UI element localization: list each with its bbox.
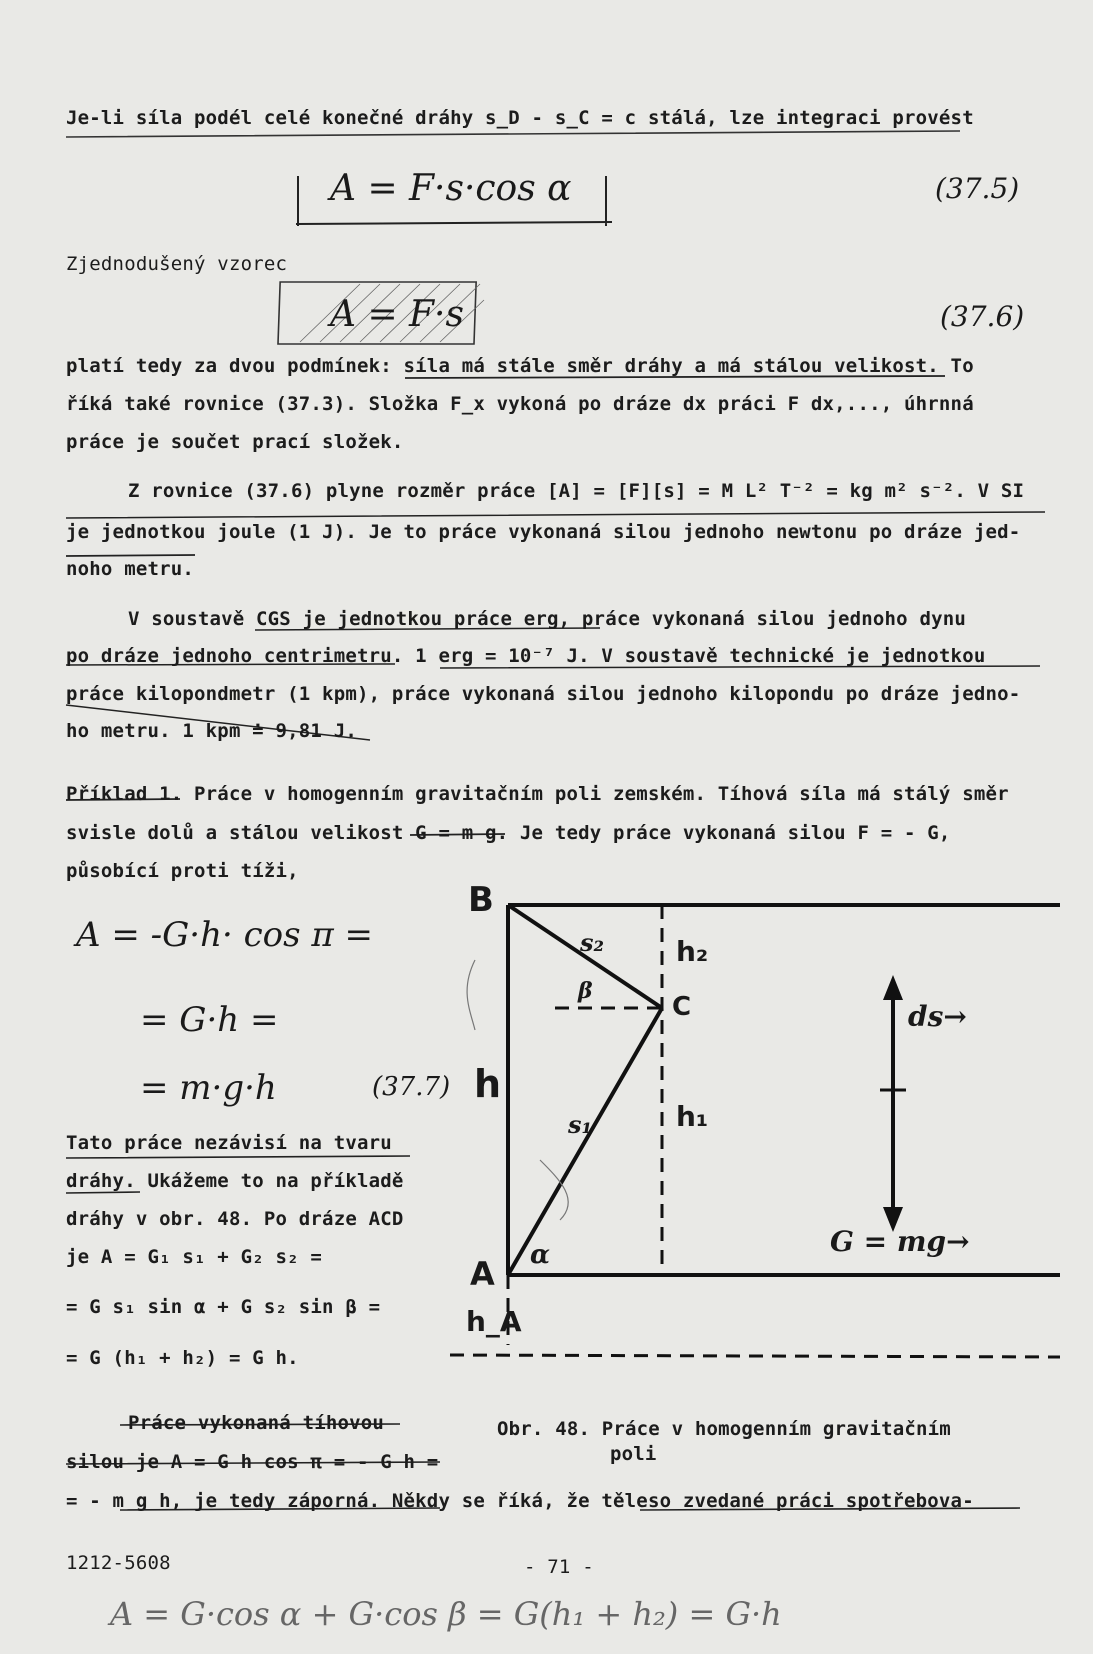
derivation-line1: A = -G·h· cos π = xyxy=(76,915,374,955)
left-line5: = G s₁ sin α + G s₂ sin β = xyxy=(66,1296,381,1318)
example-line2: svisle dolů a stálou velikost G = m g. Je tedy práce vykonaná silou F = - G, xyxy=(66,822,951,844)
figure-label-beta: β xyxy=(578,978,593,1004)
footer-code: 1212-5608 xyxy=(66,1552,171,1574)
left-line1: Tato práce nezávisí na tvaru xyxy=(66,1132,392,1154)
left-line4: je A = G₁ s₁ + G₂ s₂ = xyxy=(66,1246,323,1268)
paragraph2-line1: Z rovnice (37.6) plyne rozměr práce [A] = [F][s] = M L² T⁻² = kg m² s⁻². V SI xyxy=(128,480,1025,502)
closing-line: = - m g h, je tedy záporná. Někdy se říká, že těleso zvedané práci spotřebova- xyxy=(66,1490,974,1512)
figure-label-h: h xyxy=(474,1062,502,1106)
derivation-line3: = m·g·h xyxy=(140,1068,277,1108)
example-line3: působící proti tíži, xyxy=(66,860,299,882)
paragraph3-line4: ho metru. 1 kpm ≐ 9,81 J. xyxy=(66,720,357,742)
paragraph3-line1: V soustavě CGS je jednotkou práce erg, práce vykonaná silou jednoho dynu xyxy=(128,608,967,630)
formula-37-5: A = F·s·cos α xyxy=(330,168,572,209)
figure-lines xyxy=(508,905,1060,1275)
figure-label-A: A xyxy=(470,1255,495,1293)
footer-handwritten-note: A = G·cos α + G·cos β = G(h₁ + h₂) = G·h xyxy=(110,1595,782,1633)
paragraph1-line1: platí tedy za dvou podmínek: síla má stále směr dráhy a má stálou velikost. To xyxy=(66,355,974,377)
formula-37-6-number: (37.6) xyxy=(940,300,1025,333)
figure-label-alpha: α xyxy=(530,1240,551,1270)
left-line3: dráhy v obr. 48. Po dráze ACD xyxy=(66,1208,404,1230)
paragraph1-line2: říká také rovnice (37.3). Složka F_x vykoná po dráze dx práci F dx,..., úhrnná xyxy=(66,393,974,415)
footer-page: - 71 - xyxy=(524,1556,594,1578)
paragraph3-line2: po dráze jednoho centrimetru. 1 erg = 10⁻⁷ J. V soustavě technické je jednotkou xyxy=(66,645,986,667)
figure-caption-line1: Obr. 48. Práce v homogenním gravitačním xyxy=(497,1418,951,1440)
figure-label-G: G = mg→ xyxy=(830,1225,970,1258)
left-line2: dráhy. Ukážeme to na příkladě xyxy=(66,1170,404,1192)
left-line6: = G (h₁ + h₂) = G h. xyxy=(66,1347,299,1369)
left-line8: silou je A = G h cos π = - G h = xyxy=(66,1451,439,1473)
figure-label-ds: ds→ xyxy=(908,1000,967,1033)
figure-label-s1: s₁ xyxy=(568,1110,593,1139)
figure-label-C: C xyxy=(672,992,692,1022)
paragraph2-line3: noho metru. xyxy=(66,558,195,580)
derivation-line2: = G·h = xyxy=(140,1000,279,1040)
simplified-label: Zjednodušený vzorec xyxy=(66,253,288,275)
formula-37-5-number: (37.5) xyxy=(935,172,1020,205)
formula-37-6: A = F·s xyxy=(330,294,464,335)
left-line7: Práce vykonaná tíhovou xyxy=(128,1412,385,1434)
paragraph1-line3: práce je součet prací složek. xyxy=(66,431,404,453)
figure-label-B: B xyxy=(468,880,494,920)
figure-label-s2: s₂ xyxy=(580,928,605,957)
figure-label-h2: h₂ xyxy=(676,935,709,968)
paragraph3-line3: práce kilopondmetr (1 kpm), práce vykonaná silou jednoho kilopondu po dráze jedno- xyxy=(66,683,1021,705)
figure-caption-line2: poli xyxy=(610,1443,657,1465)
derivation-number: (37.7) xyxy=(372,1072,451,1102)
paragraph2-line2: je jednotkou joule (1 J). Je to práce vykonaná silou jednoho newtonu po dráze jed- xyxy=(66,521,1021,543)
figure-label-h1: h₁ xyxy=(676,1100,709,1133)
intro-line: Je-li síla podél celé konečné dráhy s_D - s_C = c stálá, lze integraci provést xyxy=(66,107,974,129)
figure-label-hA: h_A xyxy=(466,1305,522,1338)
example-line1: Příklad 1. Práce v homogenním gravitačním poli zemském. Tíhová síla má stálý směr xyxy=(66,783,1009,805)
